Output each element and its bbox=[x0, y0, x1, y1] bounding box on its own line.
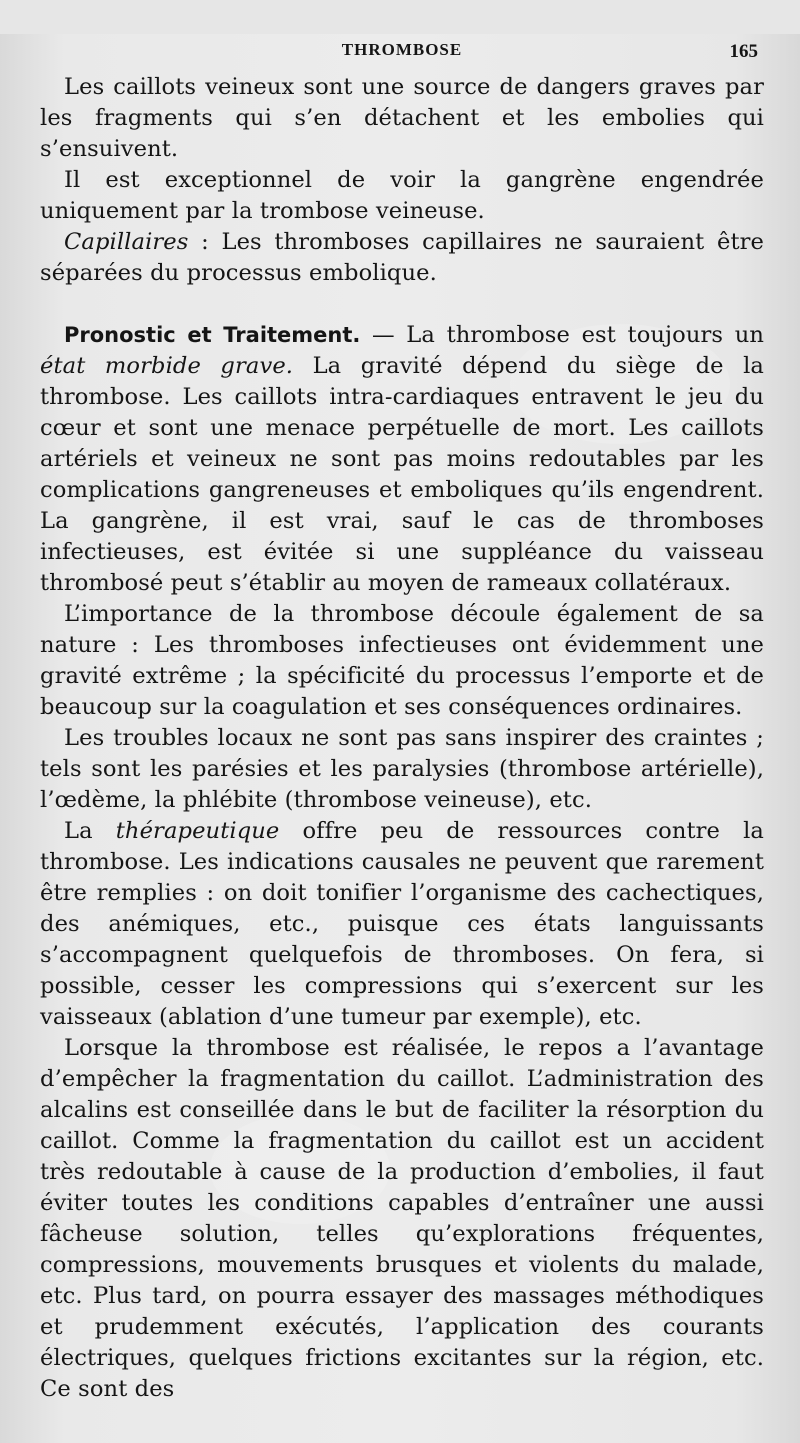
paragraph-gangrene-exception: Il est exceptionnel de voir la gangrène engendrée uniquement par la trombose veineuse. bbox=[40, 167, 764, 224]
section-heading: Pronostic et Traitement. bbox=[64, 323, 361, 347]
paragraph-therapeutics bbox=[40, 816, 764, 1033]
prognosis-text: La gravité dépend du siège de la thrombose. Les caillots intra-cardiaques entravent le jeu du cœur et sont une menace perpétuelle de mort. Les caillots artériels et veineux ne sont pas moins redoutables par les complications gangreneuses et emboliques qu’ils engendrent. La gangrène, il est vrai, sauf le cas de thromboses infectieuses, est évitée si une suppléance du vaisseau thrombosé peut s’établir au moyen de rameaux collatéraux. bbox=[40, 353, 764, 596]
paragraph-importance: L’importance de la thrombose découle également de sa nature : Les thromboses infectieuses ont évidemment une gravité extrême ; la spécificité du processus l’emporte et de beaucoup sur la coagulation et ses conséquences ordinaires. bbox=[40, 601, 764, 720]
scanned-book-page bbox=[0, 34, 800, 1443]
page-body bbox=[40, 72, 764, 1405]
therapeutics-text: offre peu de ressources contre la thrombose. Les indications causales ne peuvent que rarement être remplies : on doit tonifier l’organisme des cachectiques, des anémiques, etc., puisque ces états languissants s’accompagnent quelquefois de thromboses. On fera, si possible, cesser les compressions qui s’exercent sur les vaisseaux (ablation d’une tumeur par exemple), etc. bbox=[40, 818, 764, 1030]
prognosis-emphasis: état morbide grave. bbox=[40, 353, 294, 379]
page-number: 165 bbox=[729, 41, 758, 62]
paragraph-veinous-clots: Les caillots veineux sont une source de dangers graves par les fragments qui s’en détachent et les embolies qui s’ensuivent. bbox=[40, 74, 764, 162]
paragraph-capillaries bbox=[40, 227, 764, 289]
running-header bbox=[40, 34, 764, 64]
page-title: THROMBOSE bbox=[341, 40, 463, 59]
paragraph-prognosis-treatment bbox=[40, 320, 764, 599]
paragraph-local-troubles: Les troubles locaux ne sont pas sans inspirer des craintes ; tels sont les parésies et les paralysies (thrombose artérielle), l’œdème, la phlébite (thrombose veineuse), etc. bbox=[40, 725, 764, 813]
therapeutics-start: La bbox=[64, 818, 116, 844]
capillaries-label: Capillaires bbox=[64, 229, 189, 255]
therapeutics-emphasis: thérapeutique bbox=[115, 818, 280, 844]
paragraph-rest-and-treatment: Lorsque la thrombose est réalisée, le repos a l’avantage d’empêcher la fragmentation du caillot. L’administration des alcalins est conseillée dans le but de faciliter la résorption du caillot. Comme la fragmentation du caillot est un accident très redoutable à cause de la production d’embolies, il faut éviter toutes les conditions capables d’entraîner une aussi fâcheuse solution, telles qu’explorations fréquentes, compressions, mouvements brusques et violents du malade, etc. Plus tard, on pourra essayer des massages méthodiques et prudemment exécutés, l’application des courants électriques, quelques frictions excitantes sur la région, etc. Ce sont des bbox=[40, 1035, 764, 1402]
prognosis-intro: — La thrombose est toujours un bbox=[360, 322, 765, 348]
capillaries-text: : Les thromboses capillaires ne sauraient être séparées du processus embolique. bbox=[40, 229, 764, 286]
